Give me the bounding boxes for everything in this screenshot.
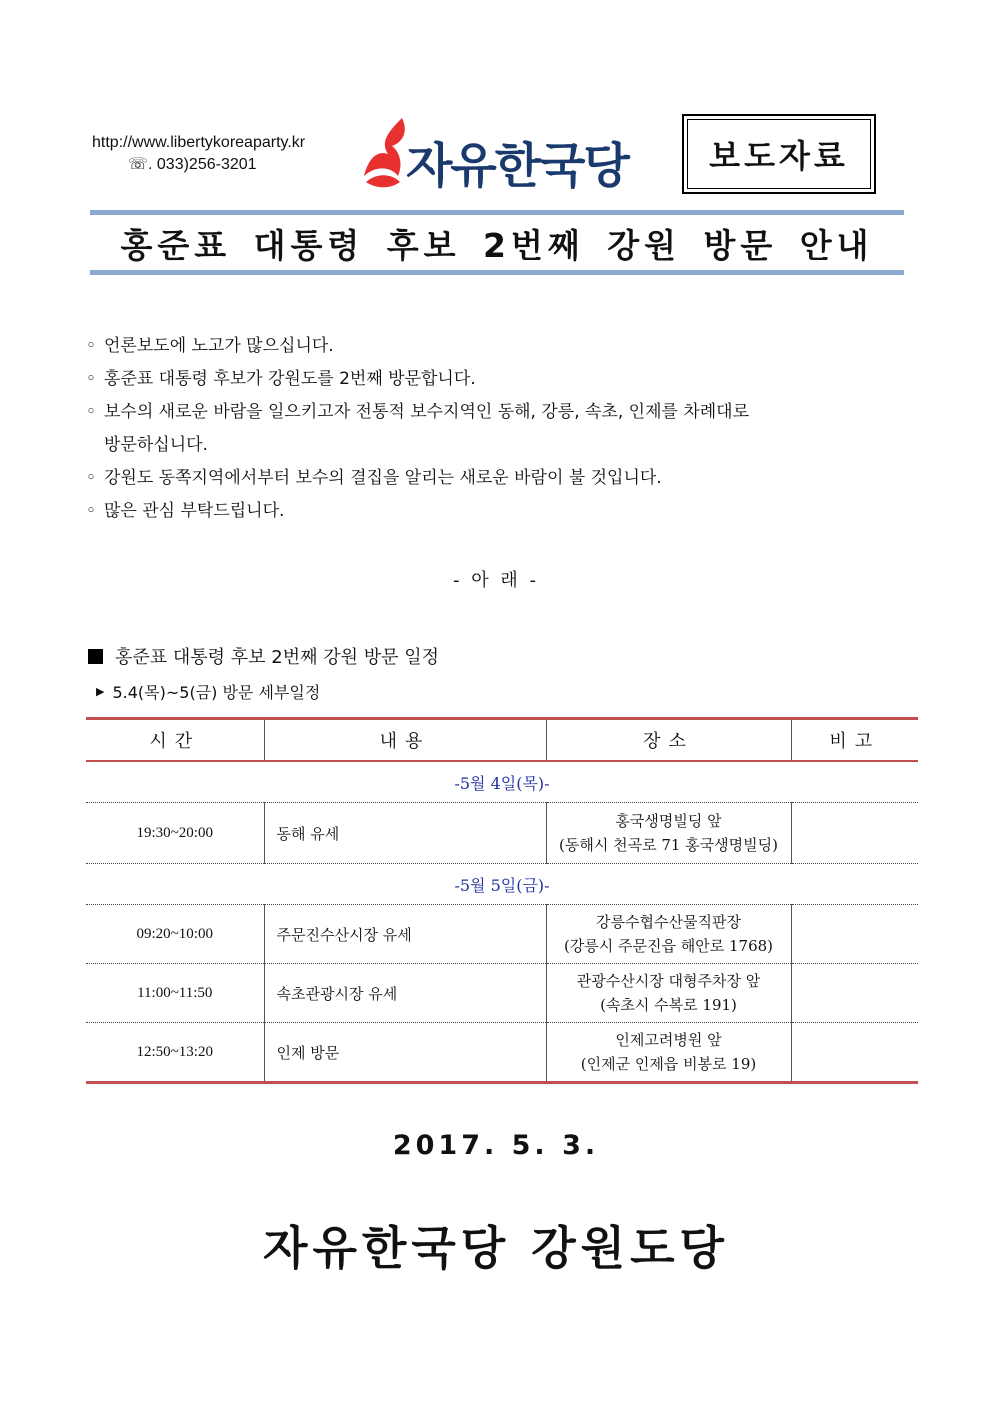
table-row: [86, 803, 918, 864]
place-cell: 관광수산시장 대형주차장 앞 (속초시 수복로 191): [546, 964, 791, 1023]
phone-icon: ☏: [128, 156, 149, 173]
below-heading: - 아 래 -: [453, 570, 539, 591]
day-label: -5월 4일(목)-: [86, 761, 918, 803]
time-cell: 09:20~10:00: [86, 905, 264, 964]
header-note: 비고: [791, 719, 918, 762]
schedule-table: [86, 717, 918, 1084]
press-release-box: [682, 114, 876, 194]
note-cell: [791, 1023, 918, 1083]
organization-name: 자유한국당 강원도당: [263, 1221, 729, 1275]
date-row: [86, 761, 918, 803]
content-cell: 동해 유세: [264, 803, 546, 864]
note-cell: [791, 803, 918, 864]
notice-item: ◦ 언론보도에 노고가 많으십니다.: [86, 336, 334, 356]
website-link[interactable]: http://www.libertykoreaparty.kr: [92, 134, 306, 151]
headline-rule-top: [90, 210, 904, 215]
place-cell: 인제고려병원 앞 (인제군 인제읍 비봉로 19): [546, 1023, 791, 1083]
date-row: [86, 864, 918, 905]
schedule-title: 홍준표 대통령 후보 2번째 강원 방문 일정: [88, 643, 439, 669]
notice-item-continuation: 방문하십니다.: [104, 435, 208, 455]
notice-item: ◦ 홍준표 대통령 후보가 강원도를 2번째 방문합니다.: [86, 369, 476, 389]
notice-item: ◦ 강원도 동쪽지역에서부터 보수의 결집을 알리는 새로운 바람이 불 것입니다.: [86, 468, 662, 488]
place-cell: 홍국생명빌딩 앞 (동해시 천곡로 71 홍국생명빌딩): [546, 803, 791, 864]
note-cell: [791, 905, 918, 964]
party-logo: [358, 116, 628, 200]
schedule-subtitle: ▶ 5.4(목)~5(금) 방문 세부일정: [96, 683, 321, 702]
header-place: 장소: [546, 719, 791, 762]
content-cell: 주문진수산시장 유세: [264, 905, 546, 964]
party-logo-text: 자유한국당: [406, 138, 628, 194]
day-label: -5월 5일(금)-: [86, 864, 918, 905]
table-row: [86, 1023, 918, 1083]
release-date: 2017. 5. 3.: [392, 1130, 600, 1161]
time-cell: 11:00~11:50: [86, 964, 264, 1023]
time-cell: 19:30~20:00: [86, 803, 264, 864]
table-row: [86, 905, 918, 964]
place-cell: 강릉수협수산물직판장 (강릉시 주문진읍 해안로 1768): [546, 905, 791, 964]
time-cell: 12:50~13:20: [86, 1023, 264, 1083]
phone-number: 033)256-3201: [156, 156, 257, 173]
notice-list: [86, 330, 886, 528]
square-bullet-icon: [88, 649, 103, 664]
triangle-bullet-icon: ▶: [96, 685, 105, 698]
headline: 홍준표 대통령 후보 2번째 강원 방문 안내: [120, 226, 874, 265]
notice-item: ◦ 보수의 새로운 바람을 일으키고자 전통적 보수지역인 동해, 강릉, 속초, 인제를 차례대로: [86, 402, 750, 422]
press-release-label: 보도자료: [687, 119, 871, 189]
notice-item: ◦ 많은 관심 부탁드립니다.: [86, 501, 285, 521]
contact-block: [92, 132, 305, 176]
content-cell: 인제 방문: [264, 1023, 546, 1083]
table-row: [86, 964, 918, 1023]
content-cell: 속초관광시장 유세: [264, 964, 546, 1023]
phone-line: ☏. 033)256-3201: [128, 156, 257, 173]
table-header-row: [86, 719, 918, 762]
note-cell: [791, 964, 918, 1023]
header-content: 내용: [264, 719, 546, 762]
header-time: 시간: [86, 719, 264, 762]
headline-rule-bottom: [90, 270, 904, 275]
